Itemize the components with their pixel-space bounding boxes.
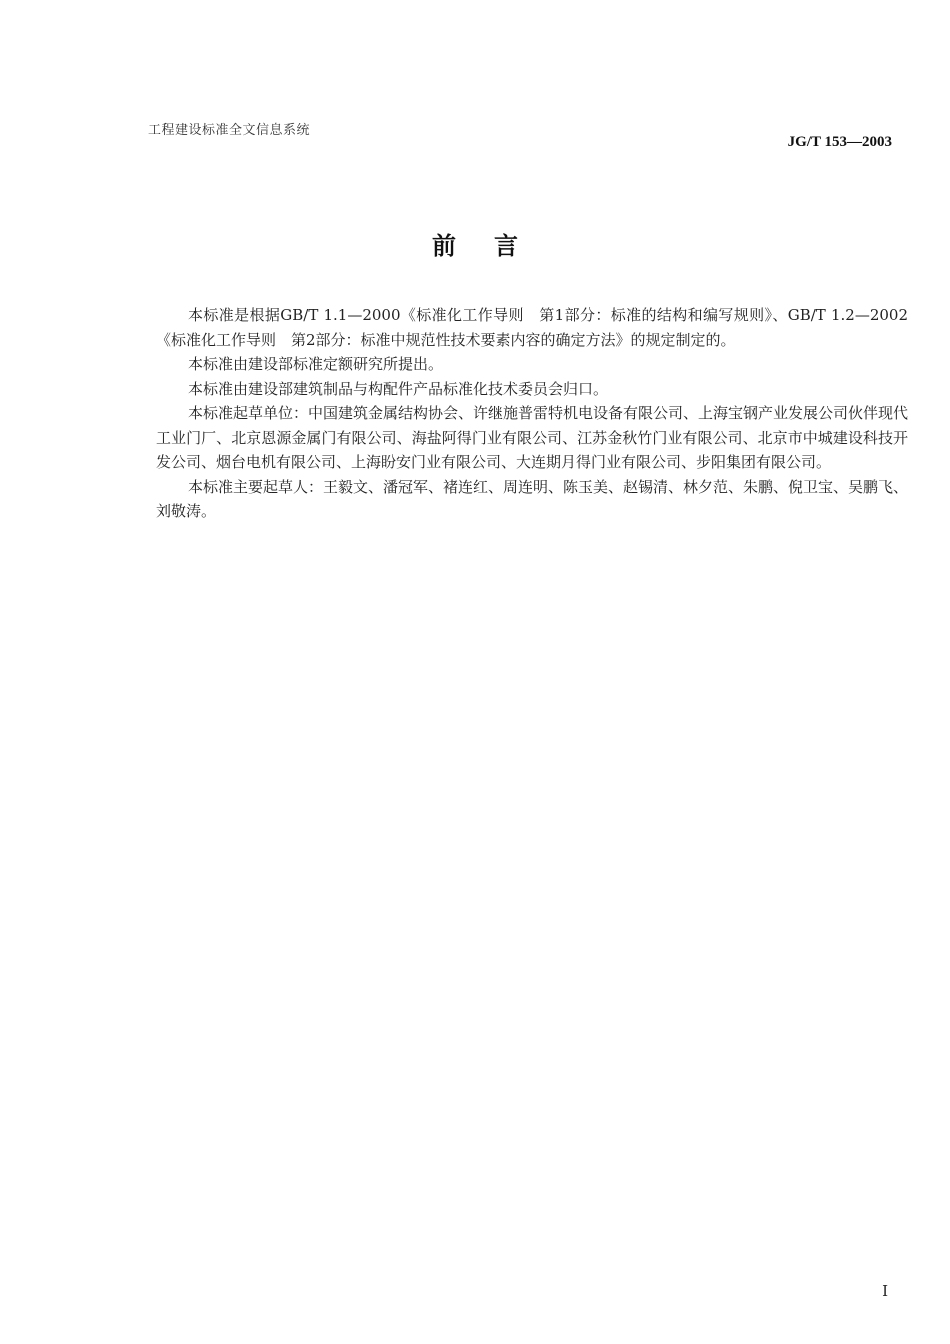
paragraph-drafters: 本标准主要起草人：王毅文、潘冠军、褚连红、周连明、陈玉美、赵锡清、林夕范、朱鹏、倪卫宝、吴鹏飞、刘敬涛。 bbox=[156, 477, 909, 520]
paragraph-proposer: 本标准由建设部标准定额研究所提出。 bbox=[188, 355, 444, 373]
page-number: I bbox=[882, 1282, 888, 1300]
foreword-body bbox=[156, 303, 908, 524]
paragraph-administrator: 本标准由建设部建筑制品与构配件产品标准化技术委员会归口。 bbox=[188, 379, 609, 398]
system-name: 工程建设标准全文信息系统 bbox=[148, 123, 311, 138]
paragraph-drafting-units: 本标准起草单位：中国建筑金属结构协会、许继施普雷特机电设备有限公司、上海宝钢产业发展公司伙伴现代工业门厂、北京恩源金属门有限公司、海盐阿得门业有限公司、江苏金秋竹门业有限公司、北京市中城建设科技开发公司、烟台电机有限公司、上海盼安门业有限公司、大连期月得门业有限公司、步阳集团有限公司。 bbox=[156, 404, 909, 471]
page-title: 前言 bbox=[432, 232, 556, 260]
paragraph-basis: 本标准是根据GB/T 1.1—2000《标准化工作导则 第1部分：标准的结构和编写规则》、GB/T 1.2—2002《标准化工作导则 第2部分：标准中规范性技术要素内容的确定方法》的规定制定的。 bbox=[156, 306, 908, 349]
standard-code: JG/T 153—2003 bbox=[787, 134, 892, 150]
